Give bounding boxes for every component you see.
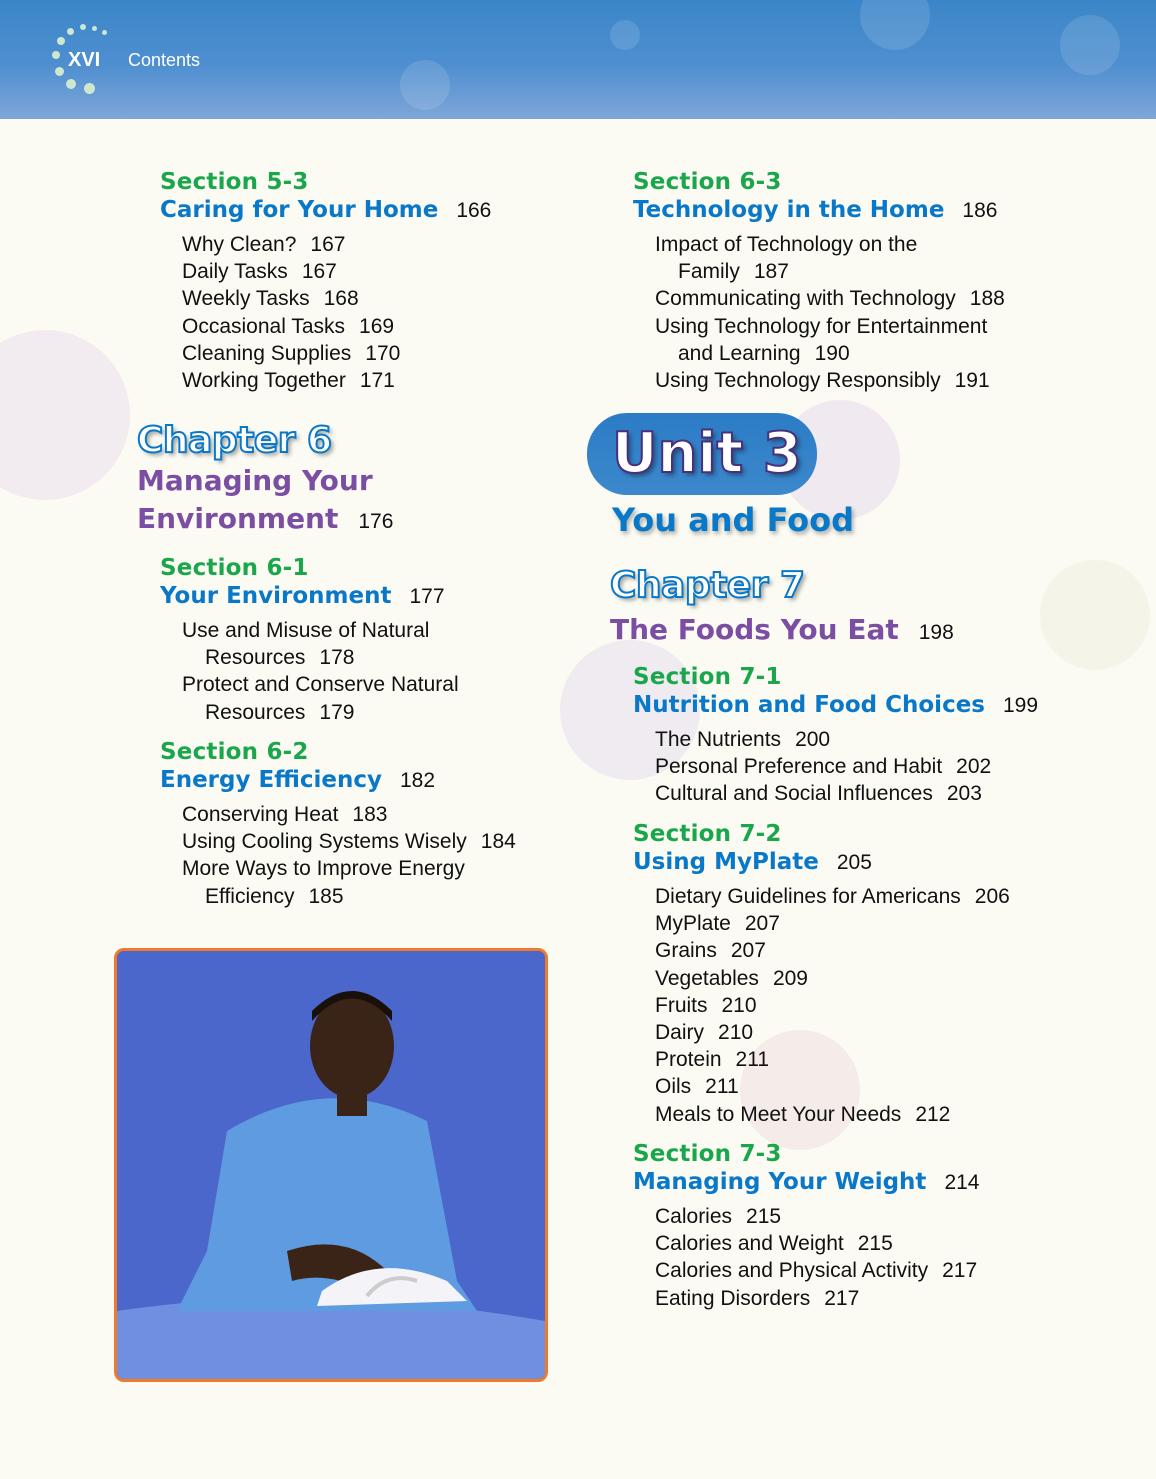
toc-entry-page: 185: [308, 884, 344, 908]
toc-entry-text: Family: [678, 260, 740, 284]
toc-entry[interactable]: [633, 1203, 979, 1230]
toc-entry[interactable]: [160, 340, 491, 367]
toc-entry[interactable]: [633, 1257, 979, 1284]
toc-entry-text: Cultural and Social Influences: [655, 782, 933, 806]
section-label: Section 7-3: [633, 1141, 782, 1167]
section-label: Section 7-2: [633, 821, 782, 847]
toc-entry-page: 187: [753, 260, 789, 284]
chapter-page-number: 176: [358, 510, 394, 533]
toc-entry-page: 217: [824, 1286, 860, 1310]
toc-entry-page: 215: [857, 1232, 893, 1256]
section-topic: [633, 1169, 979, 1201]
chapter-label: Chapter 7: [610, 565, 805, 606]
toc-entry-text: Vegetables: [655, 966, 759, 990]
toc-entry[interactable]: [160, 801, 516, 828]
topic-title: Energy Efficiency: [160, 767, 382, 793]
chapter-label: Chapter 6: [137, 420, 332, 461]
section-topic: [633, 849, 1010, 881]
toc-entry-text: Dairy: [655, 1020, 705, 1044]
toc-entry[interactable]: [160, 258, 491, 285]
toc-entry[interactable]: [160, 617, 459, 644]
right-column: [610, 0, 1153, 1479]
chapter-block: [610, 565, 954, 649]
chapter-title: [137, 462, 393, 500]
toc-entry-text: and Learning: [678, 341, 801, 365]
toc-entry-text: Working Together: [182, 368, 346, 392]
toc-entry[interactable]: [633, 1046, 1010, 1073]
toc-entry-text: Why Clean?: [182, 233, 297, 256]
toc-entry[interactable]: [633, 1101, 1010, 1128]
section-label: Section 6-1: [160, 555, 309, 581]
toc-entry-page: 167: [301, 260, 337, 284]
toc-entry[interactable]: [633, 780, 1038, 807]
toc-entry-text: Calories and Weight: [655, 1232, 844, 1256]
toc-entry[interactable]: [160, 367, 491, 394]
toc-entry-text: Resources: [205, 700, 306, 724]
topic-title: Using MyPlate: [633, 849, 819, 875]
section-topic: [160, 197, 491, 229]
chapter-title-text: Managing Your: [137, 464, 373, 497]
section-topic: [160, 767, 516, 799]
toc-entry-page: 200: [795, 728, 831, 751]
toc-entry-text: Eating Disorders: [655, 1286, 811, 1310]
toc-entry[interactable]: [633, 1230, 979, 1257]
topic-page-number: 166: [456, 199, 492, 222]
toc-entry: [633, 258, 1005, 285]
toc-entry[interactable]: [633, 313, 1005, 340]
topic-title: Your Environment: [160, 583, 392, 609]
toc-entry-text: Using Technology for Entertainment: [655, 314, 988, 338]
toc-entry[interactable]: [633, 285, 1005, 312]
section-label: Section 5-3: [160, 169, 309, 195]
toc-entry[interactable]: [633, 726, 1038, 753]
chapter-page-number: 198: [918, 621, 954, 644]
section-block: [633, 819, 1010, 1128]
chapter-block: [137, 420, 393, 538]
toc-entry-page: 206: [974, 885, 1010, 908]
toc-entry-page: 179: [319, 700, 355, 724]
toc-entry-page: 203: [946, 782, 982, 806]
section-block: [160, 553, 459, 726]
toc-entry-text: Calories and Physical Activity: [655, 1259, 929, 1283]
toc-entry-text: More Ways to Improve Energy: [182, 857, 465, 881]
toc-entry-page: 202: [956, 755, 992, 779]
topic-title: Caring for Your Home: [160, 197, 439, 223]
section-block: [633, 1139, 979, 1312]
toc-entry-text: Occasional Tasks: [182, 314, 346, 338]
toc-entry-text: MyPlate: [655, 912, 731, 936]
toc-entry-page: 188: [969, 287, 1005, 311]
chapter-title-text: The Foods You Eat: [610, 613, 899, 646]
toc-entry-page: 209: [772, 966, 808, 990]
toc-entry-page: 212: [915, 1102, 951, 1126]
topic-title: Technology in the Home: [633, 197, 945, 223]
topic-page-number: 177: [409, 585, 445, 608]
section-topic: [160, 583, 459, 615]
toc-entry-text: Using Technology Responsibly: [655, 368, 941, 392]
toc-entry-page: 184: [480, 830, 516, 854]
toc-entry-text: Resources: [205, 646, 306, 670]
unit-title: You and Food: [612, 501, 854, 539]
toc-entry-text: Protect and Conserve Natural: [182, 673, 459, 697]
toc-entry[interactable]: [633, 937, 1010, 964]
section-block: [160, 167, 491, 394]
chapter-title-text: Environment: [137, 502, 339, 535]
toc-entry[interactable]: [633, 1073, 1010, 1100]
toc-entry-page: 178: [319, 646, 355, 670]
section-label: Section 6-3: [633, 169, 782, 195]
toc-entry-page: 217: [942, 1259, 978, 1283]
section-block: [633, 167, 1005, 394]
toc-entry[interactable]: [633, 1285, 979, 1312]
page-title: Contents: [128, 50, 201, 70]
toc-entry[interactable]: [633, 883, 1010, 910]
toc-entry-page: 207: [730, 939, 766, 963]
toc-entry: [160, 883, 516, 910]
toc-entry-text: The Nutrients: [655, 728, 782, 751]
toc-entry-text: Grains: [655, 939, 717, 963]
background-bubble: [0, 330, 130, 500]
toc-entry[interactable]: [160, 285, 491, 312]
toc-entry[interactable]: [160, 855, 516, 882]
page-number: XVI: [68, 49, 101, 71]
toc-entry-page: 210: [718, 1020, 754, 1044]
toc-entry-text: Calories: [655, 1205, 733, 1228]
toc-entry-page: 183: [352, 803, 388, 826]
toc-entry[interactable]: [633, 367, 1005, 394]
toc-entry[interactable]: [633, 753, 1038, 780]
topic-page-number: 182: [399, 769, 436, 792]
toc-entry[interactable]: [160, 671, 459, 698]
topic-page-number: 205: [836, 851, 872, 874]
toc-entry-text: Efficiency: [205, 884, 295, 908]
toc-entry-page: 211: [735, 1048, 770, 1072]
toc-entry-page: 171: [359, 368, 395, 392]
toc-entry-text: Weekly Tasks: [182, 287, 310, 311]
toc-entry-text: Personal Preference and Habit: [655, 755, 943, 779]
toc-entry-text: Dietary Guidelines for Americans: [655, 885, 961, 908]
toc-entry[interactable]: [633, 1019, 1010, 1046]
toc-entry[interactable]: [633, 231, 1005, 258]
toc-entry-page: 168: [323, 287, 359, 311]
toc-entry-text: Using Cooling Systems Wisely: [182, 830, 467, 854]
toc-entry[interactable]: [633, 992, 1010, 1019]
toc-entry-page: 207: [744, 912, 780, 936]
toc-entry-page: 170: [365, 341, 401, 365]
toc-entry: [633, 340, 1005, 367]
toc-entry-page: 191: [954, 368, 990, 392]
toc-entry-text: Oils: [655, 1075, 692, 1099]
photo-teen-ironing: [114, 948, 548, 1382]
topic-title: Nutrition and Food Choices: [633, 692, 985, 718]
toc-entry[interactable]: [160, 313, 491, 340]
toc-entry-page: 210: [721, 993, 757, 1017]
topic-page-number: 199: [1003, 694, 1039, 717]
chapter-title: [137, 500, 393, 538]
section-topic: [633, 197, 1005, 229]
topic-page-number: 214: [944, 1171, 980, 1194]
toc-entry-text: Fruits: [655, 993, 708, 1017]
unit-label: Unit 3: [612, 421, 802, 486]
toc-entry-page: 211: [705, 1075, 739, 1099]
toc-entry-page: 190: [814, 341, 850, 365]
toc-entry-text: Impact of Technology on the: [655, 233, 918, 256]
toc-entry-text: Conserving Heat: [182, 803, 339, 826]
toc-entry-text: Protein: [655, 1048, 722, 1072]
toc-entry-text: Communicating with Technology: [655, 287, 956, 311]
toc-entry[interactable]: [160, 231, 491, 258]
toc-entry-text: Use and Misuse of Natural: [182, 619, 430, 642]
toc-entry: [160, 699, 459, 726]
toc-entry-page: 167: [310, 233, 346, 256]
toc-entry[interactable]: [160, 828, 516, 855]
section-label: Section 7-1: [633, 664, 782, 690]
chapter-title: [610, 611, 954, 649]
section-block: [160, 737, 516, 910]
topic-title: Managing Your Weight: [633, 1169, 927, 1195]
toc-entry-text: Meals to Meet Your Needs: [655, 1102, 902, 1126]
toc-entry-text: Daily Tasks: [182, 260, 288, 284]
section-topic: [633, 692, 1038, 724]
toc-entry[interactable]: [633, 910, 1010, 937]
toc-entry-page: 215: [746, 1205, 782, 1228]
section-block: [633, 662, 1038, 808]
toc-entry-page: 169: [359, 314, 395, 338]
topic-page-number: 186: [962, 199, 998, 222]
toc-entry-text: Cleaning Supplies: [182, 341, 352, 365]
toc-entry[interactable]: [633, 965, 1010, 992]
toc-entry: [160, 644, 459, 671]
section-label: Section 6-2: [160, 739, 309, 765]
